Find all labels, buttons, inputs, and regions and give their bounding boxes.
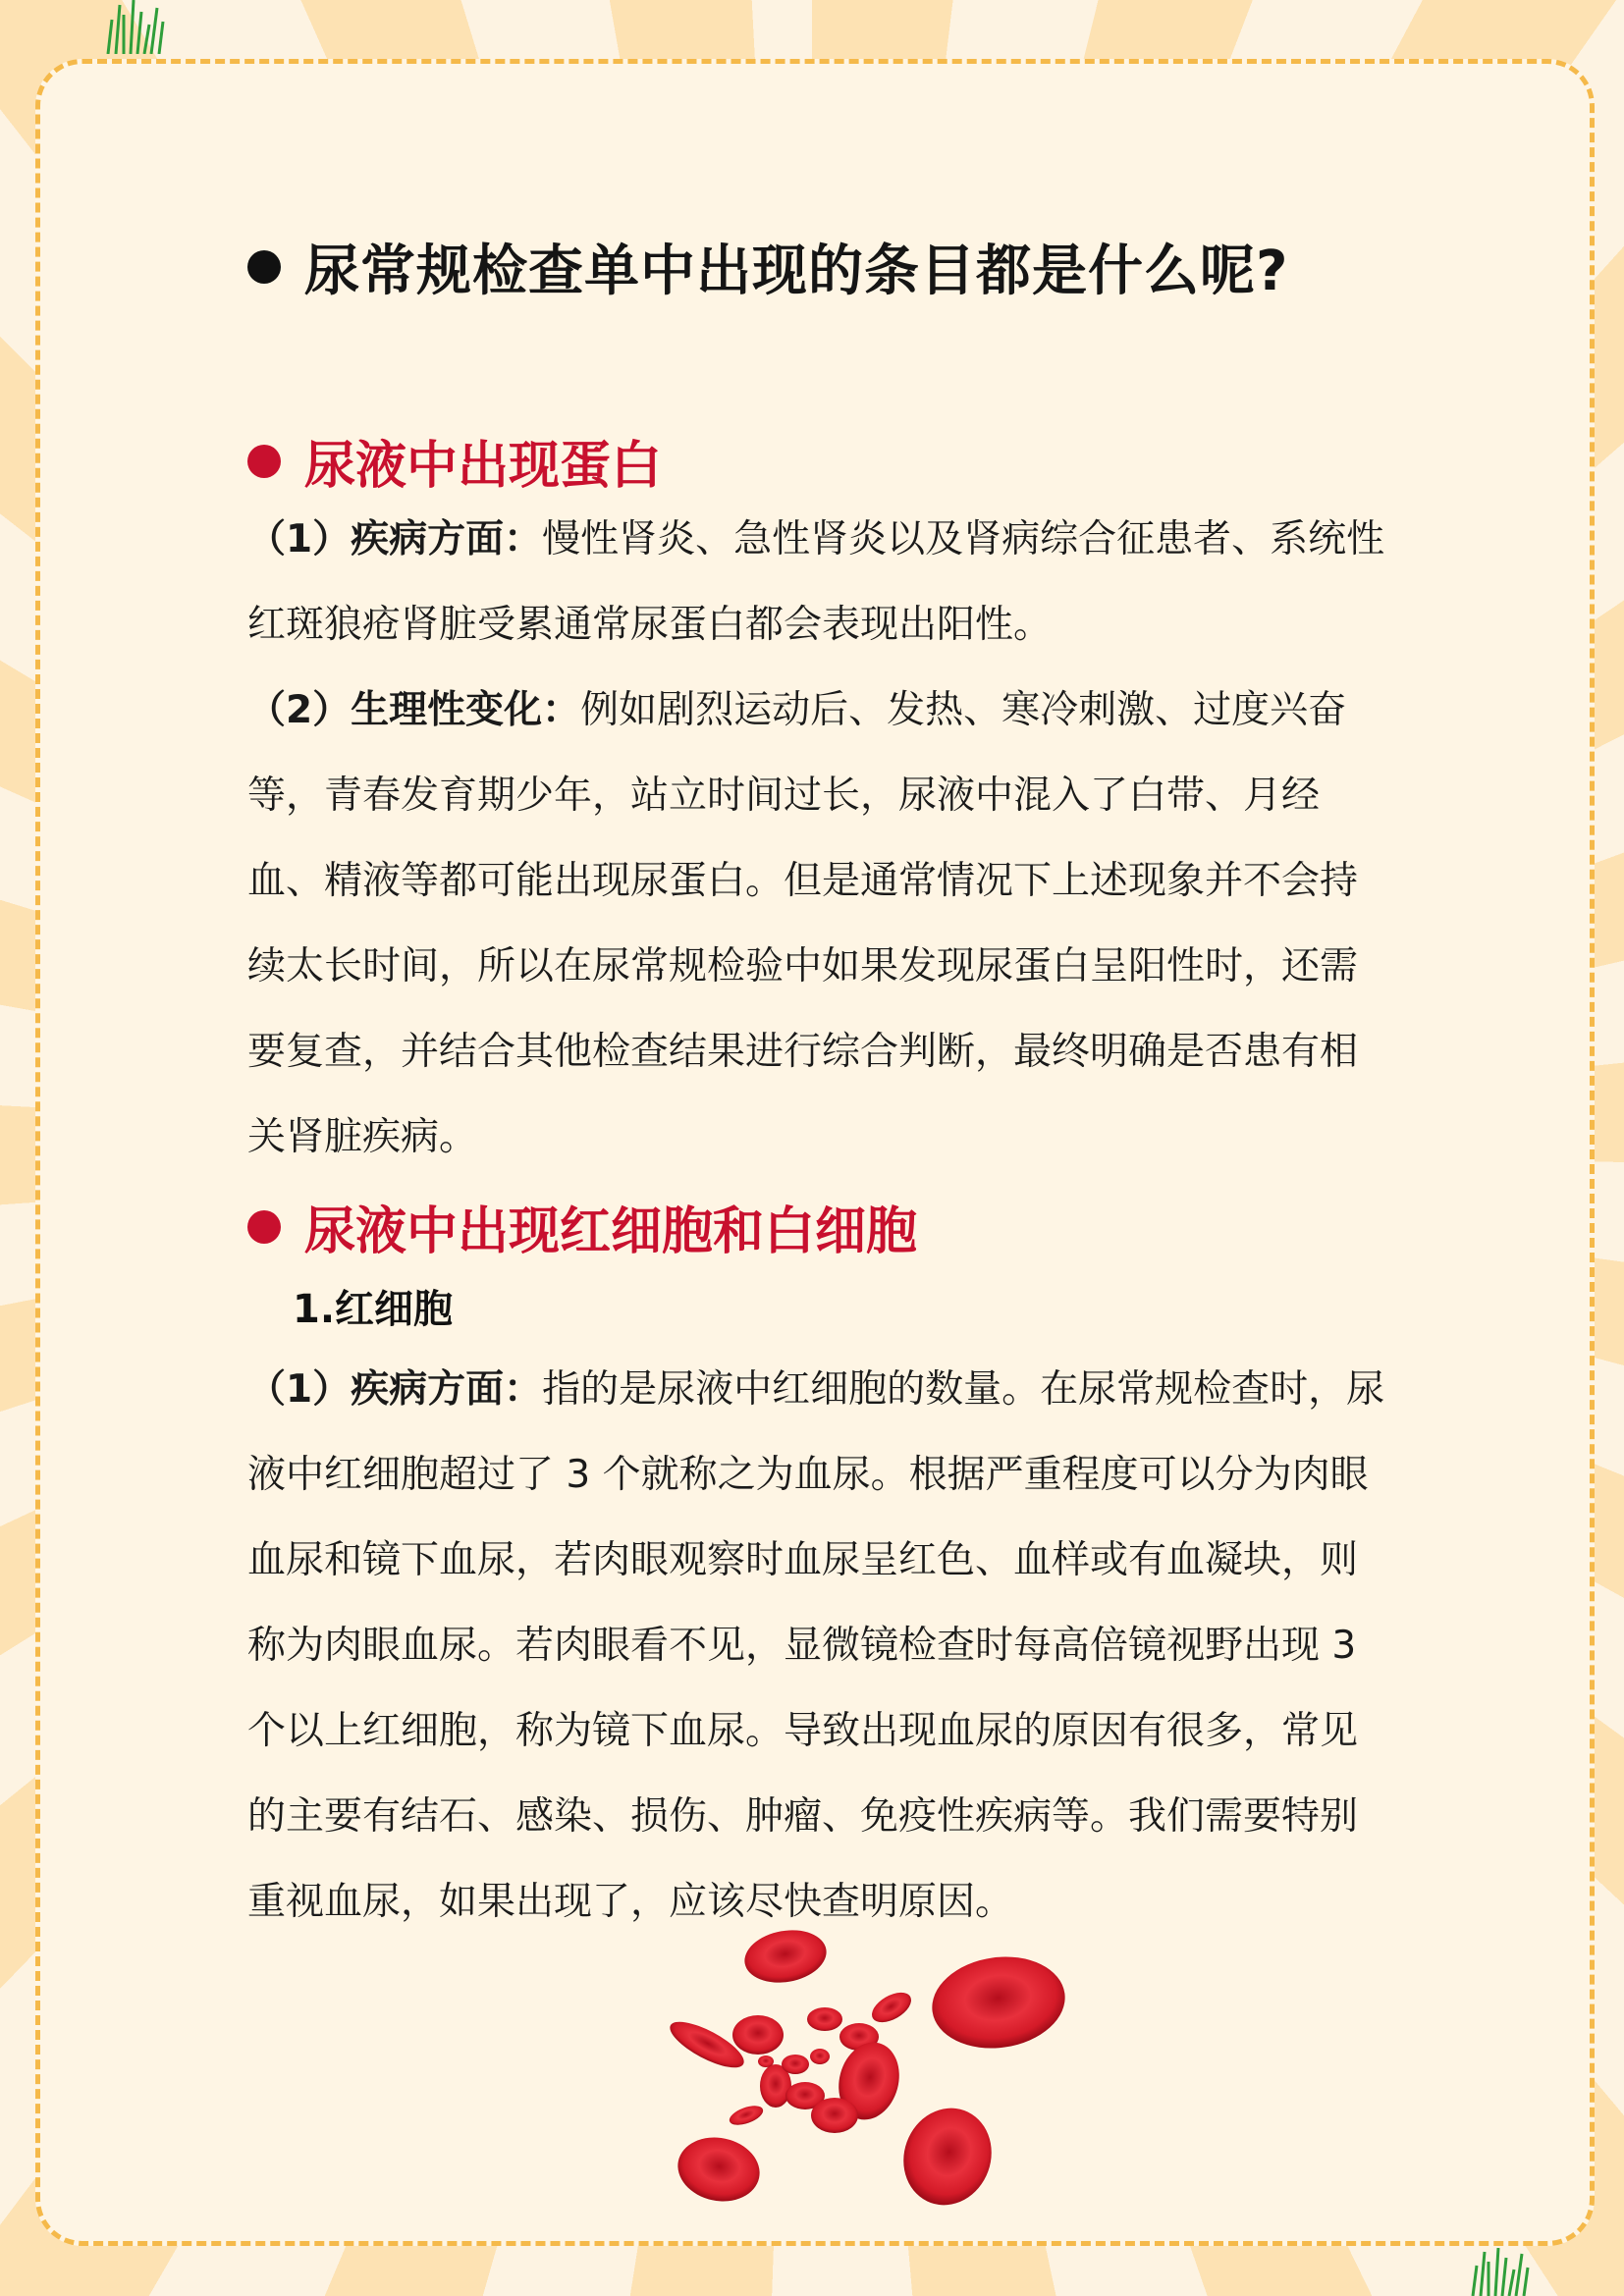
subsection-title-rbc: 1.红细胞 (293, 1287, 454, 1332)
bullet-icon (247, 1210, 281, 1244)
grass-icon (98, 0, 177, 54)
bullet-icon (247, 250, 281, 284)
paragraph-disease-rbc: （1）疾病方面：指的是尿液中红细胞的数量。在尿常规检查时，尿液中红细胞超过了 3 个就称之为血尿。根据严重程度可以分为肉眼血尿和镜下血尿，若肉眼观察时血尿呈红色、血样或有血凝块，则称为肉眼血尿。若肉眼看不见，显微镜检查时每高倍镜视野出现 3 个以上红细胞，称为镜下血尿。导致出现血尿的原因有很多，常见的主要有结石、感染、损伤、肿瘤、免疫性疾病等。我们需要特别重视血尿，如果出现了，应该尽快查明原因。 (247, 1367, 1385, 1924)
section-title-cells: 尿液中出现红细胞和白细胞 (247, 1190, 917, 1263)
paragraph-disease-protein: （1）疾病方面：慢性肾炎、急性肾炎以及肾病综合征患者、系统性红斑狼疮肾脏受累通常尿蛋白都会表现出阳性。 (247, 517, 1385, 647)
red-blood-cells-illustration (648, 1929, 1100, 2214)
grass-icon (1463, 2248, 1542, 2296)
paragraph-physiological-protein: （2）生理性变化：例如剧烈运动后、发热、寒冷刺激、过度兴奋等，青春发育期少年，站立时间过长，尿液中混入了白带、月经血、精液等都可能出现尿蛋白。但是通常情况下上述现象并不会持续太长时间，所以在尿常规检验中如果发现尿蛋白呈阳性时，还需要复查，并结合其他检查结果进行综合判断，最终明确是否患有相关肾脏疾病。 (247, 688, 1359, 1159)
section-title-protein: 尿液中出现蛋白 (247, 424, 662, 498)
page-title: 尿常规检查单中出现的条目都是什么呢? (247, 228, 1288, 306)
bullet-icon (247, 445, 281, 478)
